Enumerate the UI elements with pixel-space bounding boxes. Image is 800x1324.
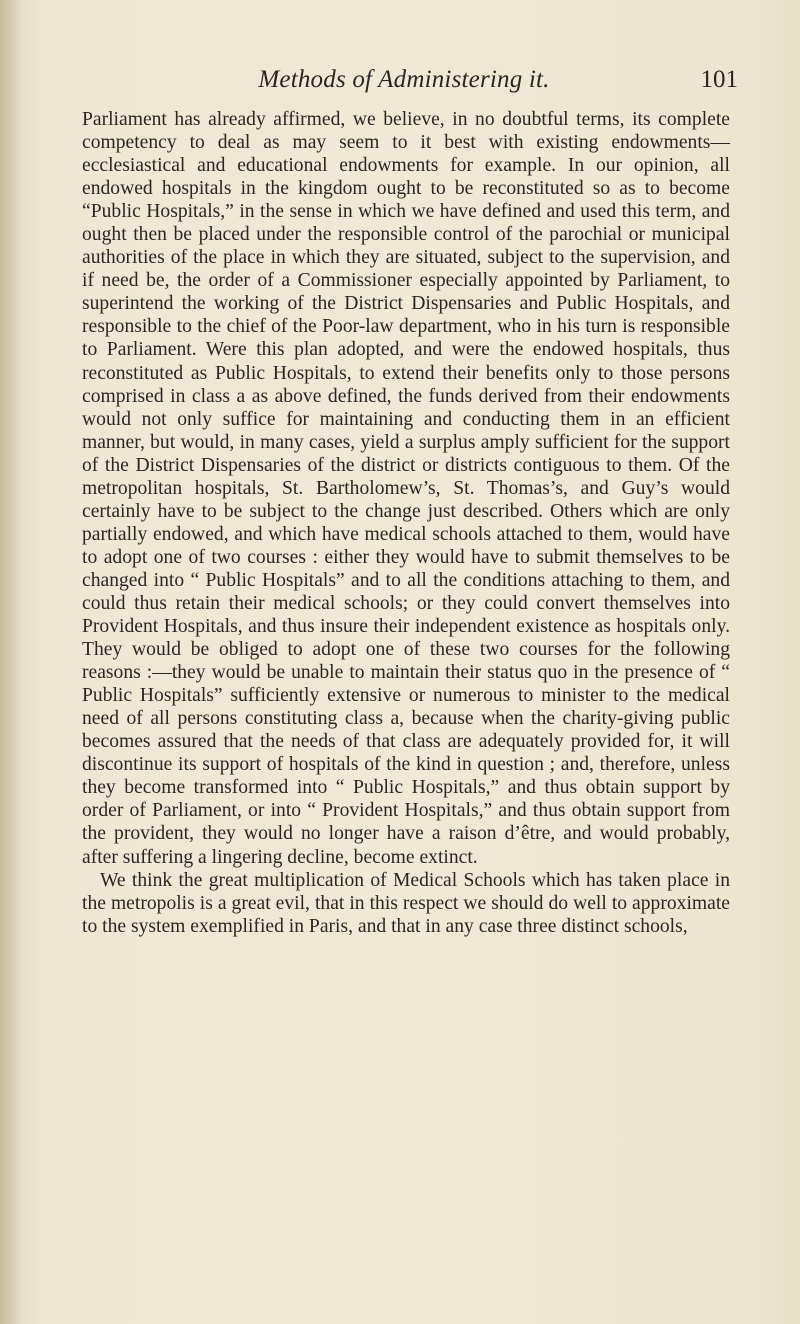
page-number: 101 (700, 66, 738, 93)
paragraph-public-hospitals: Parliament has already affirmed, we believe, in no doubtful terms, its complete competency to deal as may seem to it best with existing endowments—ecclesiastical and educational endowments for example. In our opinion, all endowed hospitals in the kingdom ought to be reconstituted so as to become “Public Hospitals,” in the sense in which we have defined and used this term, and ought then be placed under the responsible control of the parochial or municipal authorities of the place in which they are situated, subject to the supervision, and if need be, the order of a Commissioner especially appointed by Parliament, to superintend the working of the District Dispensaries and Public Hospitals, and responsible to the chief of the Poor-law department, who in his turn is responsible to Parliament. Were this plan adopted, and were the endowed hospitals, thus reconstituted as Public Hospitals, to extend their benefits only to those persons comprised in class a as above defined, the funds derived from their endowments would not only suffice for maintaining and conducting them in an efficient manner, but would, in many cases, yield a surplus amply sufficient for the support of the District Dispensaries of the district or districts contiguous to them. Of the metropolitan hospitals, St. Bartholomew’s, St. Thomas’s, and Guy’s would certainly have to be subject to the change just described. Others which are only partially endowed, and which have medical schools attached to them, would have to adopt one of two courses : either they would have to submit themselves to be changed into “ Public Hospitals” and to all the conditions attaching to them, and could thus retain their medical schools; or they could convert themselves into Provident Hospitals, and thus insure their independent existence as hospitals only. They would be obliged to adopt one of these two courses for the following reasons :—they would be unable to maintain their status quo in the presence of “ Public Hospitals” sufficiently extensive or numerous to minister to the medical need of all persons constituting class a, because when the charity-giving public becomes assured that the needs of that class are adequately provided for, it will discontinue its support of hospitals of the kind in question ; and, therefore, unless they become transformed into “ Public Hospitals,” and thus obtain support by order of Parliament, or into “ Provident Hospitals,” and thus obtain support from the provident, they would no longer have a raison d’être, and would probably, after suffering a lingering decline, become extinct. (82, 109, 730, 868)
body-text (82, 108, 730, 938)
binding-gutter (0, 0, 22, 1324)
running-title: Methods of Administering it. (258, 66, 550, 93)
paragraph-medical-schools: We think the great multiplication of Medical Schools which has taken place in the metropolis is a great evil, that in this respect we should do well to approximate to the system exemplified in Paris, and that in any case three distinct schools, (82, 869, 730, 937)
running-head (70, 66, 738, 106)
